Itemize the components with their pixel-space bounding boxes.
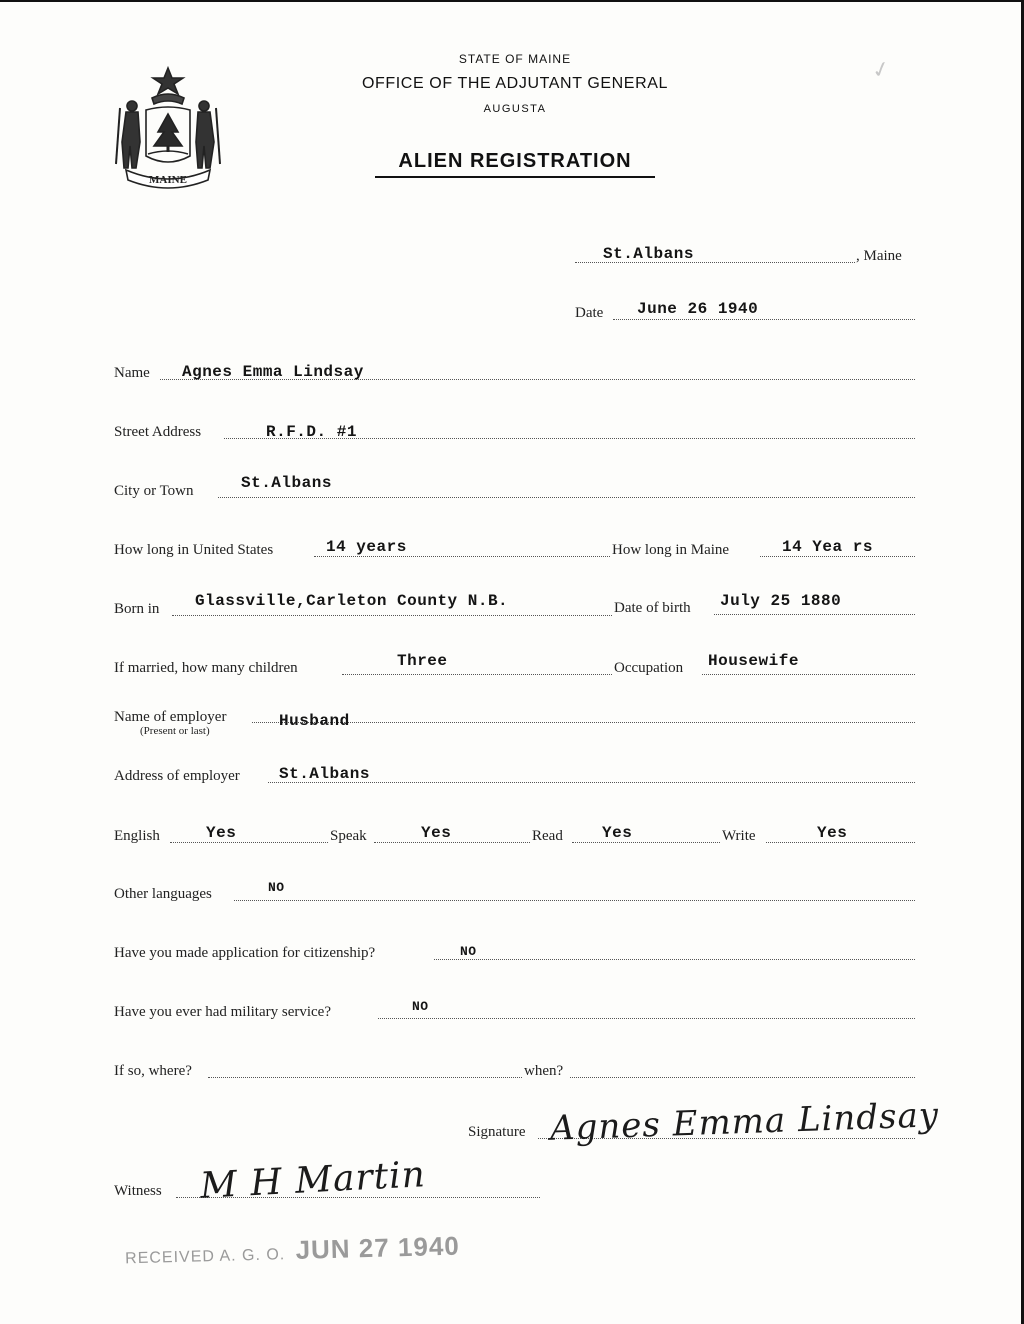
employer-sublabel: (Present or last) xyxy=(140,725,210,737)
where-line xyxy=(208,1076,522,1078)
applicant-signature: Agnes Emma Lindsay xyxy=(549,1095,940,1149)
employer-value: Husband xyxy=(279,712,350,730)
born-in-line xyxy=(172,614,612,616)
location-value: St.Albans xyxy=(603,245,694,263)
where-label: If so, where? xyxy=(114,1063,192,1079)
date-value: June 26 1940 xyxy=(637,300,759,318)
employer-line xyxy=(252,721,915,723)
maine-duration-label: How long in Maine xyxy=(612,542,730,558)
received-stamp xyxy=(125,1231,461,1271)
when-label: when? xyxy=(524,1063,564,1079)
speak-line xyxy=(374,841,530,843)
seal-text: MAINE xyxy=(149,174,187,186)
english-label: English xyxy=(114,828,160,844)
children-line xyxy=(342,673,612,675)
city-value: St.Albans xyxy=(241,474,332,492)
military-label: Have you ever had military service? xyxy=(114,1004,331,1020)
read-line xyxy=(572,841,720,843)
other-languages-value: NO xyxy=(268,880,285,895)
born-in-value: Glassville,Carleton County N.B. xyxy=(195,592,509,610)
page-border-top xyxy=(0,0,1024,2)
stamp-prefix: RECEIVED A. G. O. xyxy=(124,1246,286,1268)
children-label: If married, how many children xyxy=(114,660,298,676)
english-value: Yes xyxy=(206,824,237,842)
read-label: Read xyxy=(532,828,563,844)
street-value: R.F.D. #1 xyxy=(266,423,357,441)
employer-address-value: St.Albans xyxy=(279,765,370,783)
form-title: ALIEN REGISTRATION xyxy=(398,150,632,172)
city-line xyxy=(218,496,915,498)
write-label: Write xyxy=(722,828,756,844)
header-state: STATE OF MAINE xyxy=(458,52,572,66)
name-value: Agnes Emma Lindsay xyxy=(182,363,364,381)
stamp-date: JUN 27 1940 xyxy=(295,1230,461,1265)
dob-label: Date of birth xyxy=(614,600,691,616)
occupation-line xyxy=(702,673,915,675)
street-label: Street Address xyxy=(114,424,202,440)
us-duration-label: How long in United States xyxy=(114,542,274,558)
citizenship-label: Have you made application for citizenship? xyxy=(114,945,376,961)
citizenship-value: NO xyxy=(460,944,477,959)
state-seal-icon xyxy=(112,64,224,192)
when-line xyxy=(570,1076,915,1078)
occupation-value: Housewife xyxy=(708,652,799,670)
other-languages-line xyxy=(234,899,915,901)
date-line xyxy=(613,318,915,320)
other-languages-label: Other languages xyxy=(114,886,212,902)
header-city: AUGUSTA xyxy=(483,103,547,115)
title-underline xyxy=(375,176,655,178)
dob-value: July 25 1880 xyxy=(720,592,842,610)
born-in-label: Born in xyxy=(114,601,160,617)
header-office: OFFICE OF THE ADJUTANT GENERAL xyxy=(361,75,669,92)
witness-signature: M H Martin xyxy=(199,1154,427,1207)
us-duration-value: 14 years xyxy=(326,538,407,556)
dob-line xyxy=(714,613,915,615)
maine-duration-value: 14 Yea rs xyxy=(782,538,873,556)
employer-address-label: Address of employer xyxy=(114,768,240,784)
read-value: Yes xyxy=(602,824,633,842)
children-value: Three xyxy=(397,652,448,670)
military-value: NO xyxy=(412,999,429,1014)
witness-label: Witness xyxy=(114,1183,162,1199)
citizenship-line xyxy=(434,958,915,960)
write-value: Yes xyxy=(817,824,848,842)
speak-label: Speak xyxy=(330,828,367,844)
pencil-check-mark: ✓ xyxy=(869,56,894,85)
employer-label: Name of employer xyxy=(114,709,227,725)
speak-value: Yes xyxy=(421,824,452,842)
date-label: Date xyxy=(575,305,604,321)
city-label: City or Town xyxy=(114,483,194,499)
name-label: Name xyxy=(114,365,150,381)
english-line xyxy=(170,841,328,843)
military-line xyxy=(378,1017,915,1019)
occupation-label: Occupation xyxy=(614,660,684,676)
signature-label: Signature xyxy=(468,1124,526,1140)
location-suffix: , Maine xyxy=(856,248,902,264)
